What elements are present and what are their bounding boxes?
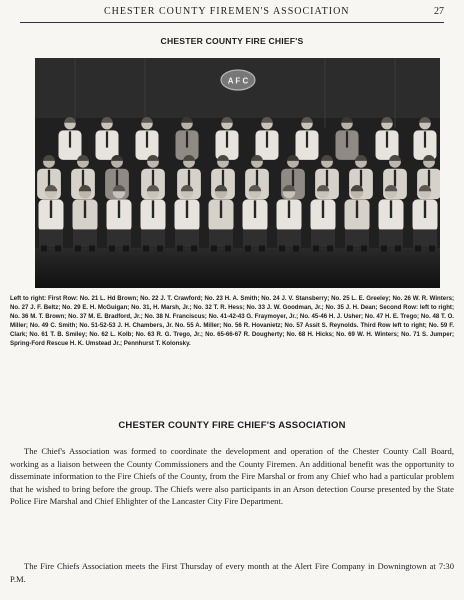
photo-section-title: CHESTER COUNTY FIRE CHIEF'S <box>160 36 304 46</box>
association-title: CHESTER COUNTY FIRE CHIEF'S ASSOCIATION <box>118 420 346 431</box>
paragraph-1 <box>10 445 454 508</box>
emblem-text: A F C <box>227 76 249 86</box>
group-photo-illustration <box>35 58 440 288</box>
page-number: 27 <box>434 6 444 17</box>
paragraph-2-text: The Fire Chiefs Association meets the First Thursday of every month at the Alert Fire Company in Downingtown at 7:30 P.M. <box>10 561 454 584</box>
running-header <box>20 4 444 23</box>
paragraph-2 <box>10 560 454 585</box>
photo-caption: Left to right: First Row: No. 21 L. Hd Brown; No. 22 J. T. Crawford; No. 23 H. A. Smith; No. 24 J. V. Stansberry; No. 25 L. E. Greeley; No. 26 W. R. Winters; No. 27 J. F. Beltz; No. 29 E. H. McGuigan; No. 31, H. Marsh, Jr.; No. 32 T. R. Hess; No. 33 J. W. Goodman, Jr.; No. 35 J. H. Dean; Second Row: left to right; No. 36 M. T. Brown; No. 37 M. E. Bradford, Jr.; No. 38 N. Franciscus; No. 41-42-43 G. Fraymoyer, Jr.; No. 45-46 H. J. Usher; No. 47 H. E. Trego; No. 48 T. O. Miller; No. 49 C. Smith; No. 51-52-53 J. H. Chambers, Jr. No. 55 A. Miller; No. 56 R. Hovanietz; No. 57 Assit S. Reynolds. Third Row left to right; No. 59 F. Clark; No. 61 T. B. Smiley; No. 62 L. Kolb; No. 63 R. G. Trego, Jr.; No. 65-66-67 R. Dougherty; No. 68 H. Hicks; No. 69 W. H. Winters; No. 71 S. Jumper; Spring-Ford Rescue H. K. Umstead Jr.; Pennhurst T. Kolonsky. <box>10 295 454 347</box>
running-title: CHESTER COUNTY FIREMEN'S ASSOCIATION <box>104 6 350 17</box>
paragraph-1-text: The Chief's Association was formed to coordinate the development and operation of the Chester County Call Board, working as a liaison between the County Commissioners and the County Firemen. An additional benefit was the opportunity to disseminate information to the Fire Chiefs of the County, from the Fire Marshal or from any Chief who had a particular problem that he wished to bring before the group. The Chiefs were also participants in an Arson detection Course presented by the State Police Fire Marshal and Chief Ehlighter of the Lancaster City Fire Department. <box>10 446 454 507</box>
afc-emblem <box>221 70 255 90</box>
group-photo <box>35 58 440 288</box>
